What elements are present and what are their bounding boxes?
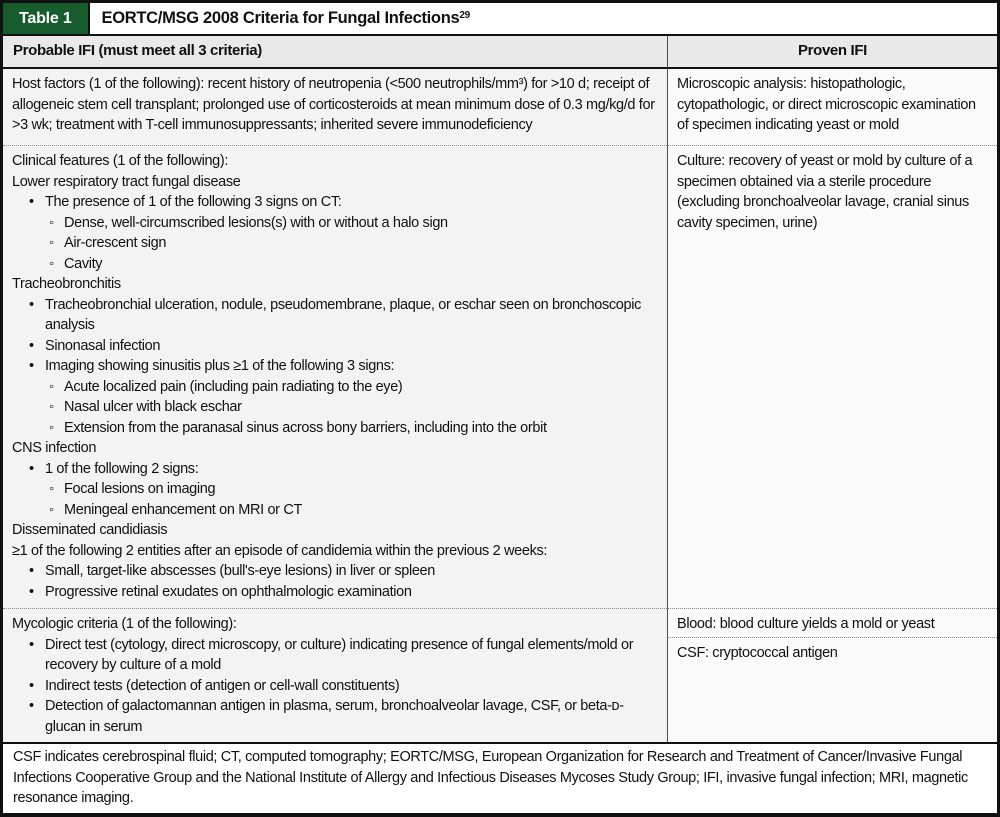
cell-mycologic-criteria bbox=[3, 608, 667, 742]
footnote-text: CSF indicates cerebrospinal fluid; CT, computed tomography; EORTC/MSG, European Organization for Research and Treatment of Cancer/Invasive Fungal Infections Cooperative Group and the National Institute of Allergy and Infectious Diseases Mycoses Study Group; IFI, invasive fungal infection; MRI, magnetic resonance imaging. bbox=[13, 749, 968, 806]
criteria-item bbox=[12, 614, 659, 635]
cell-microscopic-analysis bbox=[667, 69, 997, 145]
criteria-text: Tracheobronchial ulceration, nodule, pseudomembrane, plaque, or eschar seen on bronchoscopic analysis bbox=[45, 296, 641, 333]
criteria-text: Tracheobronchitis bbox=[12, 276, 121, 292]
criteria-text: Dense, well-circumscribed lesions(s) with or without a halo sign bbox=[64, 214, 448, 231]
column-header-proven-ifi bbox=[667, 36, 997, 69]
criteria-text: Disseminated candidiasis bbox=[12, 522, 168, 538]
table-title-text: EORTC/MSG 2008 Criteria for Fungal Infections bbox=[101, 9, 460, 27]
table-title-band bbox=[3, 3, 997, 36]
criteria-item bbox=[12, 438, 659, 459]
bullet-dot-icon: • bbox=[29, 563, 34, 579]
bullet-circle-icon: ◦ bbox=[49, 399, 54, 415]
abbreviations-footnote bbox=[3, 742, 997, 813]
criteria-text: Nasal ulcer with black eschar bbox=[64, 399, 242, 415]
bullet-dot-icon: • bbox=[29, 583, 34, 600]
criteria-text: Progressive retinal exudates on ophthalmologic examination bbox=[45, 583, 412, 600]
bullet-circle-icon: ◦ bbox=[49, 235, 54, 251]
criteria-item bbox=[12, 520, 659, 541]
criteria-text: Mycologic criteria (1 of the following): bbox=[12, 616, 237, 632]
bullet-dot-icon: • bbox=[29, 636, 34, 653]
bullet-circle-icon: ◦ bbox=[49, 419, 54, 436]
criteria-item bbox=[12, 254, 659, 275]
criteria-item bbox=[12, 561, 659, 582]
criteria-item bbox=[12, 418, 659, 439]
criteria-text: Small, target-like abscesses (bull's-eye lesions) in liver or spleen bbox=[45, 563, 435, 579]
criteria-item bbox=[12, 151, 659, 172]
criteria-text: ≥1 of the following 2 entities after an episode of candidemia within the previous 2 weeks: bbox=[12, 542, 548, 559]
bullet-dot-icon: • bbox=[29, 194, 34, 210]
culture-text: Culture: recovery of yeast or mold by culture of a specimen obtained via a sterile procedure (excluding bronchoalveolar lavage, cranial sinus cavity specimen, urine) bbox=[677, 153, 973, 231]
bullet-circle-icon: ◦ bbox=[49, 378, 54, 395]
criteria-item bbox=[12, 500, 659, 521]
criteria-text: Direct test (cytology, direct microscopy, or culture) indicating presence of fungal elements/mold or recovery by culture of a mold bbox=[45, 636, 634, 673]
criteria-item bbox=[12, 192, 659, 213]
table-body-grid bbox=[3, 36, 997, 742]
column-header-probable-ifi bbox=[3, 36, 667, 69]
bullet-dot-icon: • bbox=[29, 337, 34, 354]
criteria-item bbox=[12, 635, 659, 676]
criteria-item bbox=[12, 336, 659, 357]
column-header-label: Probable IFI (must meet all 3 criteria) bbox=[13, 42, 262, 60]
criteria-item bbox=[12, 172, 659, 193]
criteria-text: Lower respiratory tract fungal disease bbox=[12, 173, 241, 190]
bullet-dot-icon: • bbox=[29, 698, 34, 714]
criteria-text: Air-crescent sign bbox=[64, 235, 167, 251]
table-number-tag: Table 1 bbox=[3, 3, 90, 34]
cell-blood bbox=[667, 608, 997, 637]
criteria-text: Sinonasal infection bbox=[45, 337, 161, 354]
criteria-item bbox=[12, 397, 659, 418]
criteria-item bbox=[12, 295, 659, 336]
criteria-item bbox=[12, 582, 659, 603]
criteria-text: Acute localized pain (including pain radiating to the eye) bbox=[64, 378, 403, 395]
bullet-dot-icon: • bbox=[29, 358, 34, 374]
microscopic-analysis-text: Microscopic analysis: histopathologic, cytopathologic, or direct microscopic examination of specimen indicating yeast or mold bbox=[677, 76, 976, 133]
cell-host-factors bbox=[3, 69, 667, 145]
criteria-item bbox=[12, 696, 659, 737]
criteria-item bbox=[12, 274, 659, 295]
criteria-text: Extension from the paranasal sinus across bony barriers, including into the orbit bbox=[64, 419, 547, 436]
criteria-item bbox=[12, 459, 659, 480]
criteria-text: Clinical features (1 of the following): bbox=[12, 153, 229, 169]
bullet-circle-icon: ◦ bbox=[49, 255, 54, 272]
criteria-text: Cavity bbox=[64, 255, 103, 272]
bullet-circle-icon: ◦ bbox=[49, 481, 54, 497]
criteria-text: Meningeal enhancement on MRI or CT bbox=[64, 501, 302, 518]
bullet-dot-icon: • bbox=[29, 296, 34, 313]
blood-text: Blood: blood culture yields a mold or yeast bbox=[677, 616, 935, 632]
criteria-text: Detection of galactomannan antigen in plasma, serum, bronchoalveolar lavage, CSF, or beta-ᴅ-glucan in serum bbox=[45, 698, 624, 735]
csf-text: CSF: cryptococcal antigen bbox=[677, 645, 838, 661]
bullet-circle-icon: ◦ bbox=[49, 501, 54, 518]
criteria-text: Imaging showing sinusitis plus ≥1 of the following 3 signs: bbox=[45, 358, 395, 374]
criteria-item bbox=[12, 356, 659, 377]
criteria-text: CNS infection bbox=[12, 440, 97, 456]
criteria-item bbox=[12, 676, 659, 697]
bullet-circle-icon: ◦ bbox=[49, 214, 54, 231]
page-title: EORTC/MSG 2008 Criteria for Fungal Infections 29 bbox=[101, 9, 470, 27]
cell-csf bbox=[667, 637, 997, 742]
criteria-item bbox=[12, 377, 659, 398]
criteria-item bbox=[12, 233, 659, 254]
column-header-label: Proven IFI bbox=[797, 42, 868, 60]
cell-clinical-features bbox=[3, 145, 667, 608]
host-factors-text: Host factors (1 of the following): recent history of neutropenia (<500 neutrophils/mm³) for >10 d; receipt of allogeneic stem cell transplant; prolonged use of corticosteroids at mean minimum dose of 0.3 mg/kg/d for >3 wk; treatment with T-cell immunosuppressants; inherited severe immunodeficiency bbox=[12, 76, 655, 133]
criteria-text: Indirect tests (detection of antigen or cell-wall constituents) bbox=[45, 677, 400, 694]
bullet-dot-icon: • bbox=[29, 677, 34, 694]
criteria-item bbox=[12, 479, 659, 500]
criteria-text: 1 of the following 2 signs: bbox=[45, 460, 199, 477]
criteria-item bbox=[12, 541, 659, 562]
criteria-item bbox=[12, 213, 659, 234]
criteria-text: The presence of 1 of the following 3 signs on CT: bbox=[45, 194, 342, 210]
cell-culture bbox=[667, 145, 997, 608]
criteria-text: Focal lesions on imaging bbox=[64, 481, 216, 497]
bullet-dot-icon: • bbox=[29, 460, 34, 477]
